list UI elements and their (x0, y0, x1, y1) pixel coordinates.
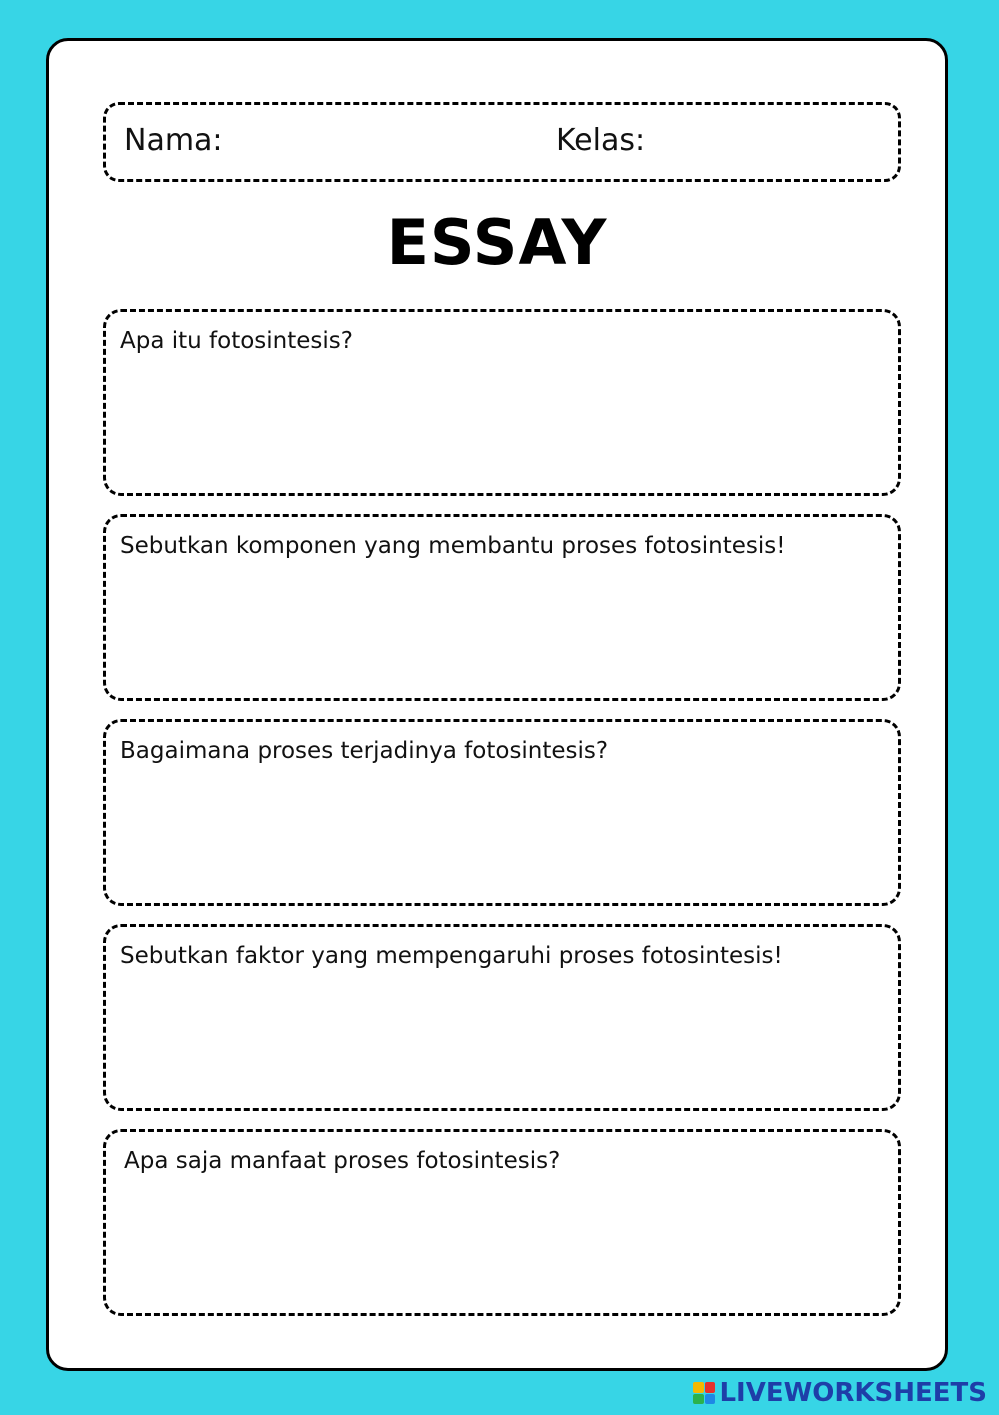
page-title: ESSAY (386, 206, 608, 279)
logo-cell (693, 1394, 704, 1405)
answer-box-3[interactable] (103, 719, 901, 906)
name-label: Nama: (124, 123, 223, 158)
question-text: Bagaimana proses terjadinya fotosintesis? (120, 738, 609, 764)
question-text: Apa itu fotosintesis? (120, 328, 353, 354)
question-text: Sebutkan faktor yang mempengaruhi proses fotosintesis! (120, 943, 783, 969)
answer-box-5[interactable] (103, 1129, 901, 1316)
answer-box-2[interactable] (103, 514, 901, 701)
student-info-box (103, 102, 901, 182)
logo-cell (705, 1382, 716, 1393)
question-text: Apa saja manfaat proses fotosintesis? (124, 1148, 561, 1174)
answer-box-4[interactable] (103, 924, 901, 1111)
logo-cell (705, 1394, 716, 1405)
class-label: Kelas: (556, 123, 646, 158)
question-text: Sebutkan komponen yang membantu proses fotosintesis! (120, 533, 786, 559)
logo-cell (693, 1382, 704, 1393)
answer-box-1[interactable] (103, 309, 901, 496)
worksheet-sheet (46, 38, 948, 1371)
watermark-text: LIVEWORKSHEETS (719, 1378, 987, 1408)
liveworksheets-logo-icon (693, 1382, 715, 1404)
liveworksheets-watermark (693, 1377, 987, 1409)
